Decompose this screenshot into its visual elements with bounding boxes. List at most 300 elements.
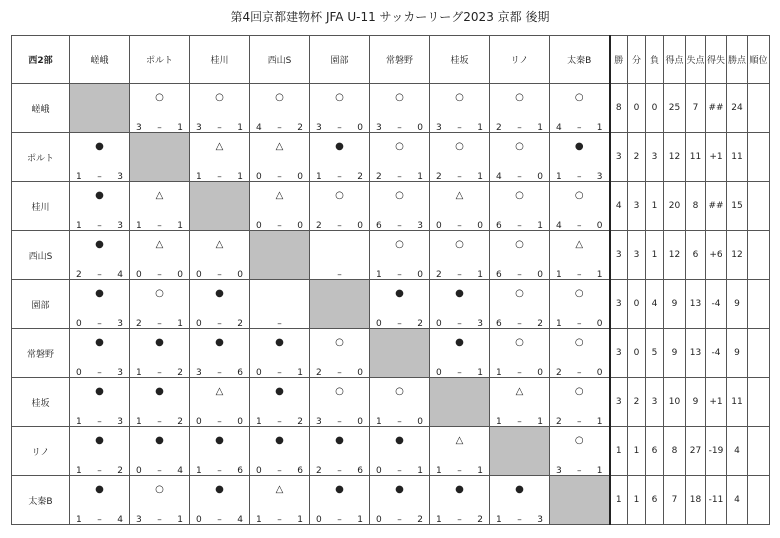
result-cell xyxy=(550,231,610,280)
stat-cell: 3 xyxy=(610,133,628,182)
result-mark: △ xyxy=(275,484,284,495)
goals-against: 1 xyxy=(596,123,603,133)
goals-for: 3 xyxy=(196,123,202,133)
stat-cell: 2 xyxy=(628,378,646,427)
goals-for: 2 xyxy=(376,172,382,182)
score-separator: – xyxy=(157,221,162,231)
stat-cell: 2 xyxy=(628,133,646,182)
score-separator: – xyxy=(97,172,102,182)
result-cell xyxy=(70,231,130,280)
row-team-name: 常磐野 xyxy=(12,329,70,378)
result-mark: ● xyxy=(395,435,404,446)
score-separator: – xyxy=(97,515,102,525)
header-row xyxy=(12,36,770,84)
result-cell xyxy=(250,133,310,182)
score-separator: – xyxy=(337,515,342,525)
result-cell xyxy=(490,329,550,378)
goals-against: 2 xyxy=(417,515,423,525)
stat-cell: 9 xyxy=(664,329,686,378)
result-mark: ○ xyxy=(574,190,584,201)
stat-cell: 3 xyxy=(610,329,628,378)
stat-cell: 1 xyxy=(610,476,628,525)
goals-for: 1 xyxy=(76,221,82,231)
result-cell xyxy=(550,280,610,329)
stat-cell: 0 xyxy=(646,84,664,133)
stat-cell: 13 xyxy=(686,329,706,378)
result-cell xyxy=(550,84,610,133)
goals-against: 0 xyxy=(357,123,363,133)
goals-against: 3 xyxy=(117,172,123,182)
result-mark: △ xyxy=(275,141,284,152)
result-mark: △ xyxy=(155,190,164,201)
stat-cell: 4 xyxy=(727,427,748,476)
score-separator: – xyxy=(397,319,402,329)
result-cell xyxy=(310,329,370,378)
result-mark: ○ xyxy=(515,190,524,201)
score-separator: – xyxy=(157,270,162,280)
result-mark: ○ xyxy=(155,484,164,495)
result-mark: △ xyxy=(575,239,584,250)
goals-for: 2 xyxy=(136,319,142,329)
result-mark: ○ xyxy=(574,337,584,348)
result-cell xyxy=(430,427,490,476)
goals-for: 0 xyxy=(376,466,382,476)
goals-for: 3 xyxy=(196,368,202,378)
result-cell xyxy=(130,182,190,231)
result-mark: ○ xyxy=(335,337,344,348)
goals-for: 3 xyxy=(556,466,562,476)
score-separator: – xyxy=(157,466,162,476)
score-separator: – xyxy=(577,270,582,280)
goals-against: 0 xyxy=(596,319,603,329)
result-cell xyxy=(550,427,610,476)
goals-against: 1 xyxy=(177,319,183,329)
result-cell xyxy=(550,133,610,182)
goals-against: 0 xyxy=(357,417,363,427)
goals-for: 0 xyxy=(76,368,82,378)
result-mark: ● xyxy=(275,337,284,348)
stat-cell: 1 xyxy=(610,427,628,476)
score-separator: – xyxy=(457,270,462,280)
stat-cell: -19 xyxy=(706,427,727,476)
goals-against: 1 xyxy=(537,221,543,231)
stat-cell: 0 xyxy=(628,329,646,378)
result-cell xyxy=(370,378,430,427)
goals-against: 0 xyxy=(297,172,303,182)
score-separator: – xyxy=(217,123,222,133)
column-header-stat: 分 xyxy=(628,36,646,84)
result-mark: ○ xyxy=(275,92,284,103)
goals-for: 1 xyxy=(136,221,142,231)
table-row xyxy=(12,280,770,329)
result-mark: ● xyxy=(95,190,104,201)
result-cell xyxy=(430,329,490,378)
goals-for: 0 xyxy=(136,270,142,280)
stat-cell: 3 xyxy=(646,378,664,427)
goals-for: 3 xyxy=(316,417,322,427)
goals-for: 1 xyxy=(76,172,82,182)
result-cell xyxy=(130,231,190,280)
goals-against: 1 xyxy=(297,368,303,378)
row-team-name: 桂坂 xyxy=(12,378,70,427)
goals-against: 0 xyxy=(297,221,303,231)
goals-for: 1 xyxy=(496,368,502,378)
score-separator: – xyxy=(97,270,102,280)
result-mark: ● xyxy=(95,337,104,348)
result-mark: ○ xyxy=(515,337,524,348)
goals-for: 2 xyxy=(556,368,562,378)
score-separator: – xyxy=(157,515,162,525)
stat-cell: -4 xyxy=(706,329,727,378)
goals-against: 0 xyxy=(237,417,243,427)
column-header-stat: 得失 xyxy=(706,36,727,84)
stat-cell: 0 xyxy=(628,280,646,329)
result-cell xyxy=(490,280,550,329)
goals-for: 0 xyxy=(196,417,202,427)
result-mark: ● xyxy=(395,288,404,299)
result-mark: ● xyxy=(455,288,464,299)
goals-against: 1 xyxy=(477,466,483,476)
goals-against: 1 xyxy=(537,417,543,427)
self-match-cell xyxy=(490,427,550,476)
goals-against: 1 xyxy=(237,172,243,182)
score-separator: – xyxy=(337,368,342,378)
self-match-cell xyxy=(370,329,430,378)
stat-cell: 11 xyxy=(686,133,706,182)
score-separator: – xyxy=(397,515,402,525)
result-mark: ● xyxy=(455,337,464,348)
stat-cell xyxy=(748,329,770,378)
goals-for: 3 xyxy=(376,123,382,133)
result-cell xyxy=(490,476,550,525)
table-row xyxy=(12,427,770,476)
goals-against: 1 xyxy=(477,172,483,182)
self-match-cell xyxy=(70,84,130,133)
goals-against: 0 xyxy=(357,368,363,378)
row-team-name: 園部 xyxy=(12,280,70,329)
result-mark: ○ xyxy=(455,92,464,103)
result-cell xyxy=(250,84,310,133)
stat-cell: 12 xyxy=(727,231,748,280)
goals-against: 0 xyxy=(596,368,603,378)
result-mark: ○ xyxy=(395,190,404,201)
table-row xyxy=(12,84,770,133)
result-cell xyxy=(370,133,430,182)
result-cell xyxy=(190,84,250,133)
goals-against: 0 xyxy=(417,417,423,427)
column-header-team: 嵯峨 xyxy=(70,36,130,84)
score-separator: – xyxy=(457,172,462,182)
stat-cell: 7 xyxy=(664,476,686,525)
result-mark: ○ xyxy=(335,92,344,103)
result-cell xyxy=(370,476,430,525)
result-mark: ○ xyxy=(455,141,464,152)
result-cell xyxy=(430,476,490,525)
result-mark: ● xyxy=(335,484,344,495)
result-cell xyxy=(250,182,310,231)
result-mark: ● xyxy=(335,435,344,446)
stat-cell: 3 xyxy=(628,231,646,280)
row-team-name: ポルト xyxy=(12,133,70,182)
result-cell xyxy=(310,427,370,476)
goals-for: 1 xyxy=(556,172,562,182)
score-separator: – xyxy=(157,319,162,329)
result-cell xyxy=(370,280,430,329)
result-mark: ● xyxy=(95,484,104,495)
result-cell xyxy=(490,182,550,231)
score-separator: – xyxy=(277,515,282,525)
result-mark: ● xyxy=(95,141,104,152)
goals-against: 3 xyxy=(117,368,123,378)
result-cell xyxy=(430,133,490,182)
goals-for: 0 xyxy=(256,172,262,182)
goals-against: 3 xyxy=(117,221,123,231)
result-mark: ○ xyxy=(395,239,404,250)
result-mark: △ xyxy=(515,386,524,397)
stat-cell: 1 xyxy=(628,476,646,525)
stat-cell: 6 xyxy=(646,476,664,525)
stat-cell: 10 xyxy=(664,378,686,427)
result-cell xyxy=(250,280,310,329)
goals-for: 0 xyxy=(196,270,202,280)
score-separator: – xyxy=(517,417,522,427)
column-header-team: 桂坂 xyxy=(430,36,490,84)
result-mark: ● xyxy=(155,435,164,446)
goals-for: 6 xyxy=(376,221,382,231)
score-separator: – xyxy=(577,368,582,378)
goals-for: 6 xyxy=(496,221,502,231)
result-mark: △ xyxy=(215,141,224,152)
stat-cell: 4 xyxy=(610,182,628,231)
stat-cell: 9 xyxy=(727,329,748,378)
goals-against: 0 xyxy=(237,270,243,280)
result-cell xyxy=(430,231,490,280)
goals-for: 0 xyxy=(196,515,202,525)
goals-against: 0 xyxy=(596,221,603,231)
goals-for: 0 xyxy=(196,319,202,329)
goals-against: 2 xyxy=(117,466,123,476)
goals-against: 1 xyxy=(177,515,183,525)
result-cell xyxy=(310,182,370,231)
goals-against: 2 xyxy=(537,319,543,329)
score-separator: – xyxy=(397,123,402,133)
result-mark: ● xyxy=(515,484,524,495)
score-separator: – xyxy=(457,221,462,231)
column-header-stat: 勝点 xyxy=(727,36,748,84)
score-separator: – xyxy=(337,270,342,280)
result-cell xyxy=(130,329,190,378)
goals-for: 2 xyxy=(316,221,322,231)
goals-for: 3 xyxy=(436,123,442,133)
goals-against: 4 xyxy=(117,270,123,280)
goals-against: 1 xyxy=(477,368,483,378)
row-team-name: 西山S xyxy=(12,231,70,280)
stat-cell: 9 xyxy=(664,280,686,329)
result-mark: ○ xyxy=(155,92,164,103)
score-separator: – xyxy=(217,368,222,378)
goals-for: 1 xyxy=(256,417,262,427)
goals-for: 0 xyxy=(376,319,382,329)
goals-for: 1 xyxy=(436,515,442,525)
result-cell xyxy=(490,231,550,280)
result-cell xyxy=(70,133,130,182)
stat-cell: +1 xyxy=(706,133,727,182)
stat-cell: 7 xyxy=(686,84,706,133)
goals-against: 1 xyxy=(417,172,423,182)
stat-cell: 27 xyxy=(686,427,706,476)
score-separator: – xyxy=(277,466,282,476)
goals-against: 0 xyxy=(417,123,423,133)
result-cell xyxy=(190,378,250,427)
table-row xyxy=(12,329,770,378)
goals-for: 1 xyxy=(136,368,142,378)
stat-cell: ## xyxy=(706,182,727,231)
score-separator: – xyxy=(97,368,102,378)
goals-against: 6 xyxy=(237,368,243,378)
score-separator: – xyxy=(337,123,342,133)
stat-cell: 8 xyxy=(610,84,628,133)
goals-against: 1 xyxy=(177,123,183,133)
result-mark: ○ xyxy=(515,141,524,152)
goals-for: 0 xyxy=(256,368,262,378)
score-separator: – xyxy=(97,221,102,231)
stat-cell: 9 xyxy=(686,378,706,427)
goals-for: 2 xyxy=(496,123,502,133)
score-separator: – xyxy=(157,123,162,133)
goals-for: 1 xyxy=(76,417,82,427)
goals-for: 4 xyxy=(556,123,562,133)
result-mark: ● xyxy=(95,288,104,299)
result-mark: ● xyxy=(275,386,284,397)
column-header-team: 西山S xyxy=(250,36,310,84)
stat-cell: 9 xyxy=(727,280,748,329)
result-cell xyxy=(430,84,490,133)
goals-for: 6 xyxy=(496,270,502,280)
result-mark: △ xyxy=(455,190,464,201)
score-separator: – xyxy=(457,123,462,133)
score-separator: – xyxy=(517,270,522,280)
stat-cell: 3 xyxy=(628,182,646,231)
goals-for: 1 xyxy=(196,466,202,476)
score-separator: – xyxy=(517,221,522,231)
result-mark: ● xyxy=(215,435,224,446)
goals-against: 1 xyxy=(596,270,603,280)
result-cell xyxy=(370,182,430,231)
column-header-team: リノ xyxy=(490,36,550,84)
stat-cell: 4 xyxy=(646,280,664,329)
result-cell xyxy=(190,329,250,378)
goals-for: 1 xyxy=(316,172,322,182)
goals-for: 0 xyxy=(256,466,262,476)
stat-cell: 4 xyxy=(727,476,748,525)
self-match-cell xyxy=(430,378,490,427)
stat-cell: 11 xyxy=(727,378,748,427)
stat-cell: 8 xyxy=(686,182,706,231)
stat-cell: 15 xyxy=(727,182,748,231)
result-mark: ○ xyxy=(515,92,524,103)
result-cell xyxy=(430,280,490,329)
result-cell xyxy=(190,427,250,476)
goals-against: 1 xyxy=(357,515,363,525)
result-mark: △ xyxy=(215,386,224,397)
score-separator: – xyxy=(277,172,282,182)
goals-for: 0 xyxy=(436,221,442,231)
result-cell xyxy=(550,329,610,378)
goals-for: 4 xyxy=(256,123,262,133)
goals-for: 2 xyxy=(436,270,442,280)
goals-for: 1 xyxy=(76,466,82,476)
result-cell xyxy=(430,182,490,231)
score-separator: – xyxy=(217,319,222,329)
stat-cell: 13 xyxy=(686,280,706,329)
goals-for: 1 xyxy=(376,417,382,427)
score-separator: – xyxy=(577,319,582,329)
column-header-stat: 負 xyxy=(646,36,664,84)
result-cell xyxy=(70,378,130,427)
result-cell xyxy=(310,378,370,427)
stat-cell: 6 xyxy=(686,231,706,280)
goals-against: 0 xyxy=(537,270,543,280)
goals-against: 1 xyxy=(596,417,603,427)
score-separator: – xyxy=(337,466,342,476)
result-cell xyxy=(310,84,370,133)
goals-against: 0 xyxy=(177,270,183,280)
result-cell xyxy=(550,378,610,427)
result-mark: ● xyxy=(215,337,224,348)
result-cell xyxy=(490,133,550,182)
score-separator: – xyxy=(577,172,582,182)
table-row xyxy=(12,378,770,427)
goals-for: 1 xyxy=(136,417,142,427)
score-separator: – xyxy=(577,123,582,133)
score-separator: – xyxy=(457,368,462,378)
result-cell xyxy=(190,280,250,329)
column-header-team: 桂川 xyxy=(190,36,250,84)
goals-for: 1 xyxy=(376,270,382,280)
goals-for: 1 xyxy=(496,515,502,525)
goals-for: 2 xyxy=(436,172,442,182)
score-separator: – xyxy=(517,515,522,525)
score-separator: – xyxy=(517,123,522,133)
result-mark: ● xyxy=(95,386,104,397)
stat-cell: ## xyxy=(706,84,727,133)
table-row xyxy=(12,133,770,182)
result-mark: ● xyxy=(455,484,464,495)
result-mark: ● xyxy=(215,288,224,299)
stat-cell xyxy=(748,133,770,182)
result-mark: ● xyxy=(215,484,224,495)
result-mark: ○ xyxy=(515,288,524,299)
score-separator: – xyxy=(397,466,402,476)
score-separator: – xyxy=(97,417,102,427)
stat-cell: 5 xyxy=(646,329,664,378)
goals-against: 3 xyxy=(417,221,423,231)
score-separator: – xyxy=(97,466,102,476)
goals-for: 4 xyxy=(556,221,562,231)
result-mark: △ xyxy=(275,190,284,201)
score-separator: – xyxy=(337,221,342,231)
result-mark: △ xyxy=(455,435,464,446)
result-cell xyxy=(130,84,190,133)
goals-against: 2 xyxy=(177,417,183,427)
result-cell xyxy=(70,476,130,525)
result-mark: ○ xyxy=(455,239,464,250)
goals-against: 0 xyxy=(477,221,483,231)
result-cell xyxy=(70,280,130,329)
row-team-name: リノ xyxy=(12,427,70,476)
goals-against: 3 xyxy=(117,319,123,329)
result-cell xyxy=(70,427,130,476)
